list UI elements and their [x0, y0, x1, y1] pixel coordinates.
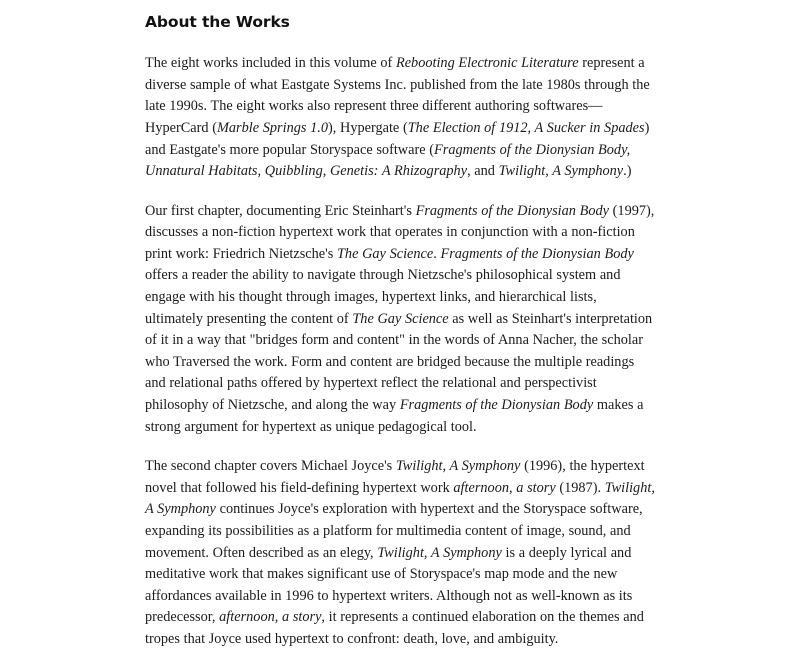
text-run: ), Hypergate ( [327, 119, 408, 136]
work-title: afternoon, a story [219, 609, 322, 626]
text-run: . [433, 245, 441, 262]
work-title: Twilight, A Symphony [498, 163, 624, 180]
text-run: continues Joyce's exploration with hypertext and the Storyspace software, expanding its possibilities as a platform for multimedia content of image, sound, and movement. Often described as an elegy, [145, 501, 643, 561]
work-title: Fragments of the Dionysian Body [415, 202, 609, 219]
work-title: Twilight, A Symphony [145, 479, 655, 518]
text-run: offers a reader the ability to navigate through Nietzsche's philosophical system and engage with his thought through images, hypertext links, and hierarchical lists, ultimately presenting the content of [145, 267, 621, 327]
article-content-column [145, 0, 657, 651]
work-title: The Gay Science [336, 245, 434, 262]
work-title: Twilight, A Symphony [395, 458, 521, 475]
work-title: The Gay Science [352, 310, 449, 327]
text-run: , and [467, 163, 499, 180]
text-run: (1987). [555, 479, 605, 496]
work-title: Fragments of the Dionysian Body [399, 397, 594, 414]
text-run: .) [623, 163, 632, 180]
paragraph-2 [145, 201, 657, 439]
text-run: makes a strong argument for hypertext as unique pedagogical tool. [145, 397, 644, 435]
text-run: Our first chapter, documenting Eric Steinhart's [145, 202, 416, 219]
paragraph-1 [145, 53, 657, 183]
work-title: Marble Springs 1.0 [216, 119, 328, 136]
text-run: ) and Eastgate's more popular Storyspace software ( [145, 119, 650, 158]
work-title: Fragments of the Dionysian Body, Unnatural Habitats, Quibbling, Genetis: A Rhizography [145, 141, 631, 180]
work-title: Fragments of the Dionysian Body [440, 245, 634, 262]
text-run: (1996), the hypertext novel that followed his field-defining hypertext work [145, 458, 645, 496]
text-run: The second chapter covers Michael Joyce's [145, 458, 396, 475]
page-title: About the Works [145, 13, 290, 31]
work-title: Twilight, A Symphony [377, 544, 502, 561]
work-title: The Election of 1912, A Sucker in Spades [407, 119, 645, 136]
work-title: Rebooting Electronic Literature [395, 55, 579, 72]
text-run: as well as Steinhart's interpretation of it in a way that "bridges form and content" in the words of Anna Nacher, the scholar who Traversed the work. Form and content are bridged because the multiple readings and relational paths offered by hypertext reflect the relational and perspectivist philosophy of Nietzsche, and along the way [145, 310, 653, 414]
text-run: , it represents a continued elaboration on the themes and tropes that Joyce used hypertext to confront: death, love, and ambiguity. [145, 609, 644, 647]
paragraph-3 [145, 456, 657, 650]
text-run: represent a diverse sample of what Eastgate Systems Inc. published from the late 1980s through the late 1990s. The eight works also represent three different authoring softwares—HyperCard ( [145, 55, 650, 136]
work-title: afternoon, a story [453, 479, 556, 496]
text-run: The eight works included in this volume of [145, 55, 396, 72]
text-run: is a deeply lyrical and meditative work that makes significant use of Storyspace's map mode and the new affordances available in 1996 to hypertext writers. Although not as well-known as its predecessor, [145, 544, 633, 626]
text-run: (1997), discusses a non-fiction hypertext work that operates in conjunction with a non-fiction print work: Friedrich Nietzsche's [145, 202, 655, 262]
